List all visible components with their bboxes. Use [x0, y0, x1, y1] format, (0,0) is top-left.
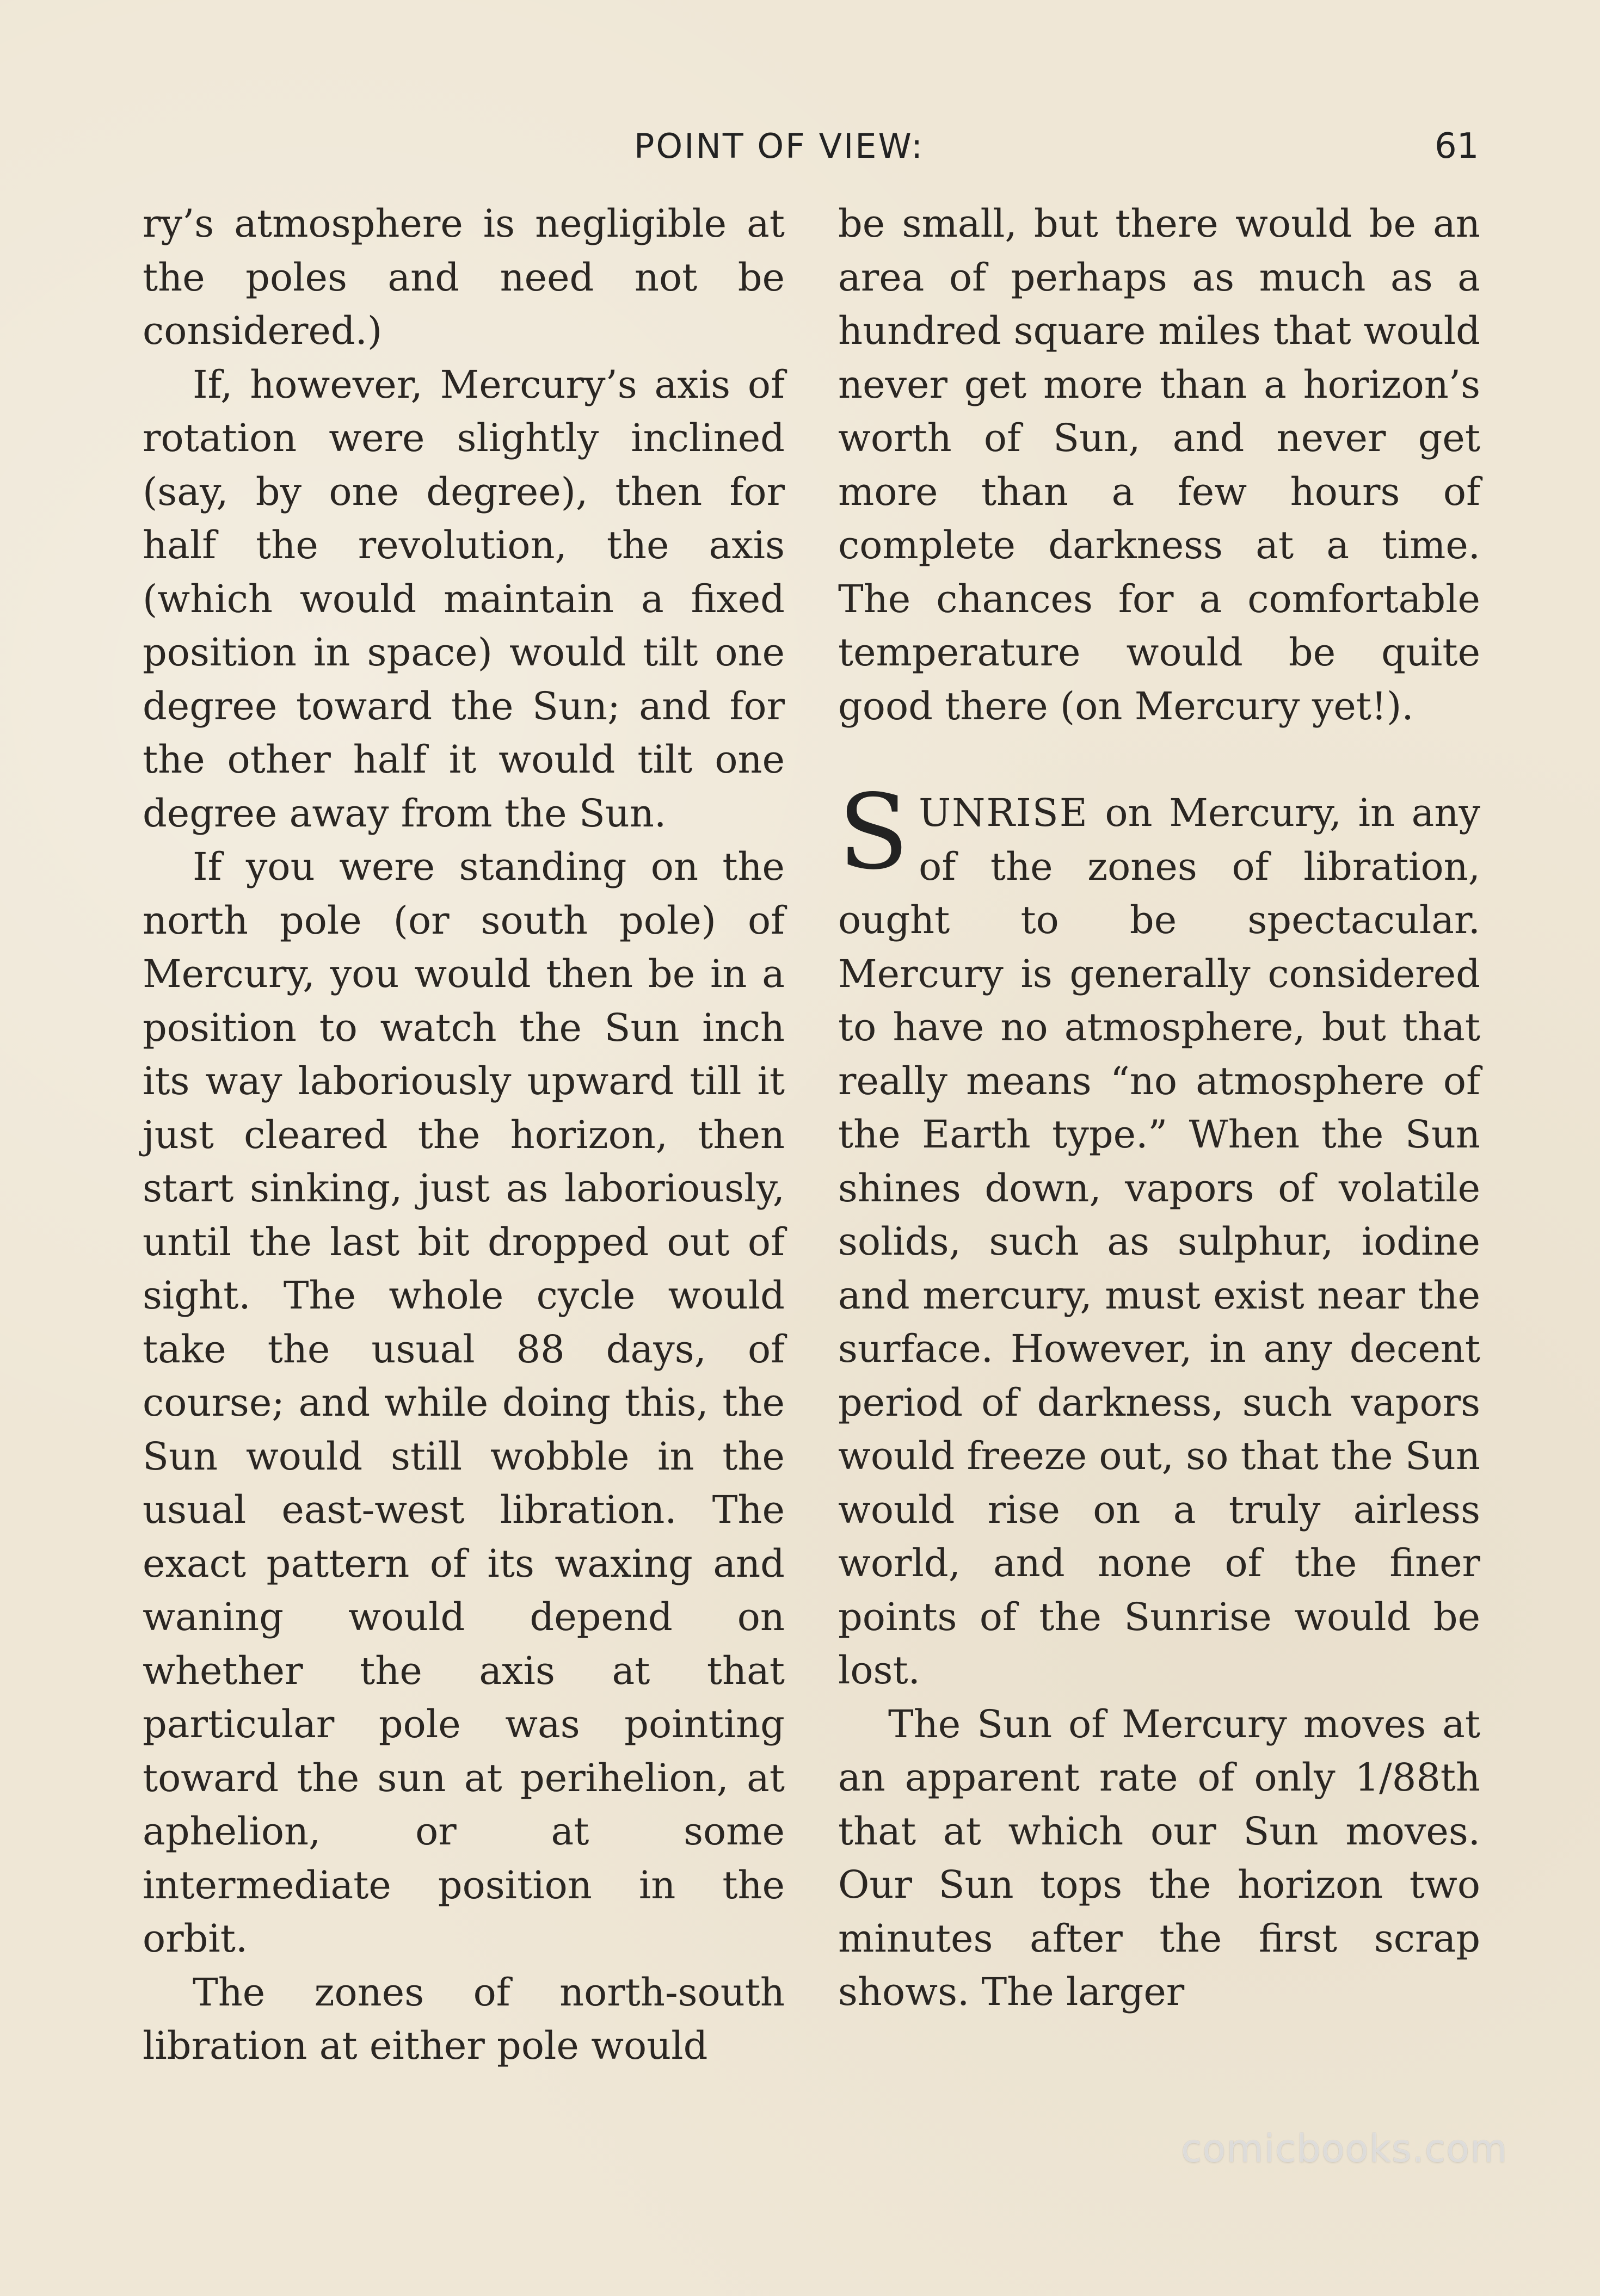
sunrise-paragraph-text: on Mercury, in any of the zones of libration, ought to be spectacular. Mercury is generally considered to have no atmosphere, but that really means “no atmosphere of the Earth type.” When the Sun shines down, vapors of volatile solids, such as sulphur, iodine and mercury, must exist near the surface. However, in any decent period of darkness, such vapors would freeze out, so that the Sun would rise on a truly airless world, and none of the finer points of the Sunrise would be lost.: [838, 791, 1480, 1693]
page-header: [0, 126, 1600, 175]
left-paragraph-3: If you were standing on the north pole (or south pole) of Mercury, you would then be in a position to watch the Sun inch its way laboriously upward till it just cleared the horizon, then start sinking, just as laboriously, until the last bit dropped out of sight. The whole cycle would take the usual 88 days, of course; and while doing this, the Sun would still wobble in the usual east-west libration. The exact pattern of its waxing and waning would depend on whether the axis at that particular pole was pointing toward the sun at perihelion, at aphelion, or at some intermediate position in the orbit.: [143, 844, 785, 1961]
section-lead-word: UNRISE: [919, 791, 1088, 835]
page-number: 61: [1435, 126, 1479, 166]
source-watermark: comicbooks.com: [1181, 2126, 1508, 2171]
left-paragraph-1: ry’s atmosphere is negligible at the poles and need not be considered.): [143, 201, 785, 353]
right-paragraph-3: The Sun of Mercury moves at an apparent rate of only 1/88th that at which our Sun moves. Our Sun tops the horizon two minutes after the first scrap shows. The larger: [838, 1701, 1480, 2014]
left-column: [143, 197, 785, 2073]
left-paragraph-4: The zones of north-south libration at either pole would: [143, 1970, 785, 2068]
drop-cap: S: [838, 772, 909, 892]
right-column: [838, 197, 1480, 2019]
left-paragraph-2: If, however, Mercury’s axis of rotation were slightly inclined (say, by one degree), then for half the revolution, the axis (which would maintain a fixed position in space) would tilt one degree toward the Sun; and for the other half it would tilt one degree away from the Sun.: [143, 362, 785, 836]
right-paragraph-1: be small, but there would be an area of perhaps as much as a hundred square miles that would never get more than a horizon’s worth of Sun, and never get more than a few hours of complete darkness at a time. The chances for a comfortable temperature would be quite good there (on Mercury yet!).: [838, 201, 1480, 729]
sunrise-section-paragraph: [838, 772, 1480, 1698]
running-title: POINT OF VIEW:: [634, 126, 925, 166]
